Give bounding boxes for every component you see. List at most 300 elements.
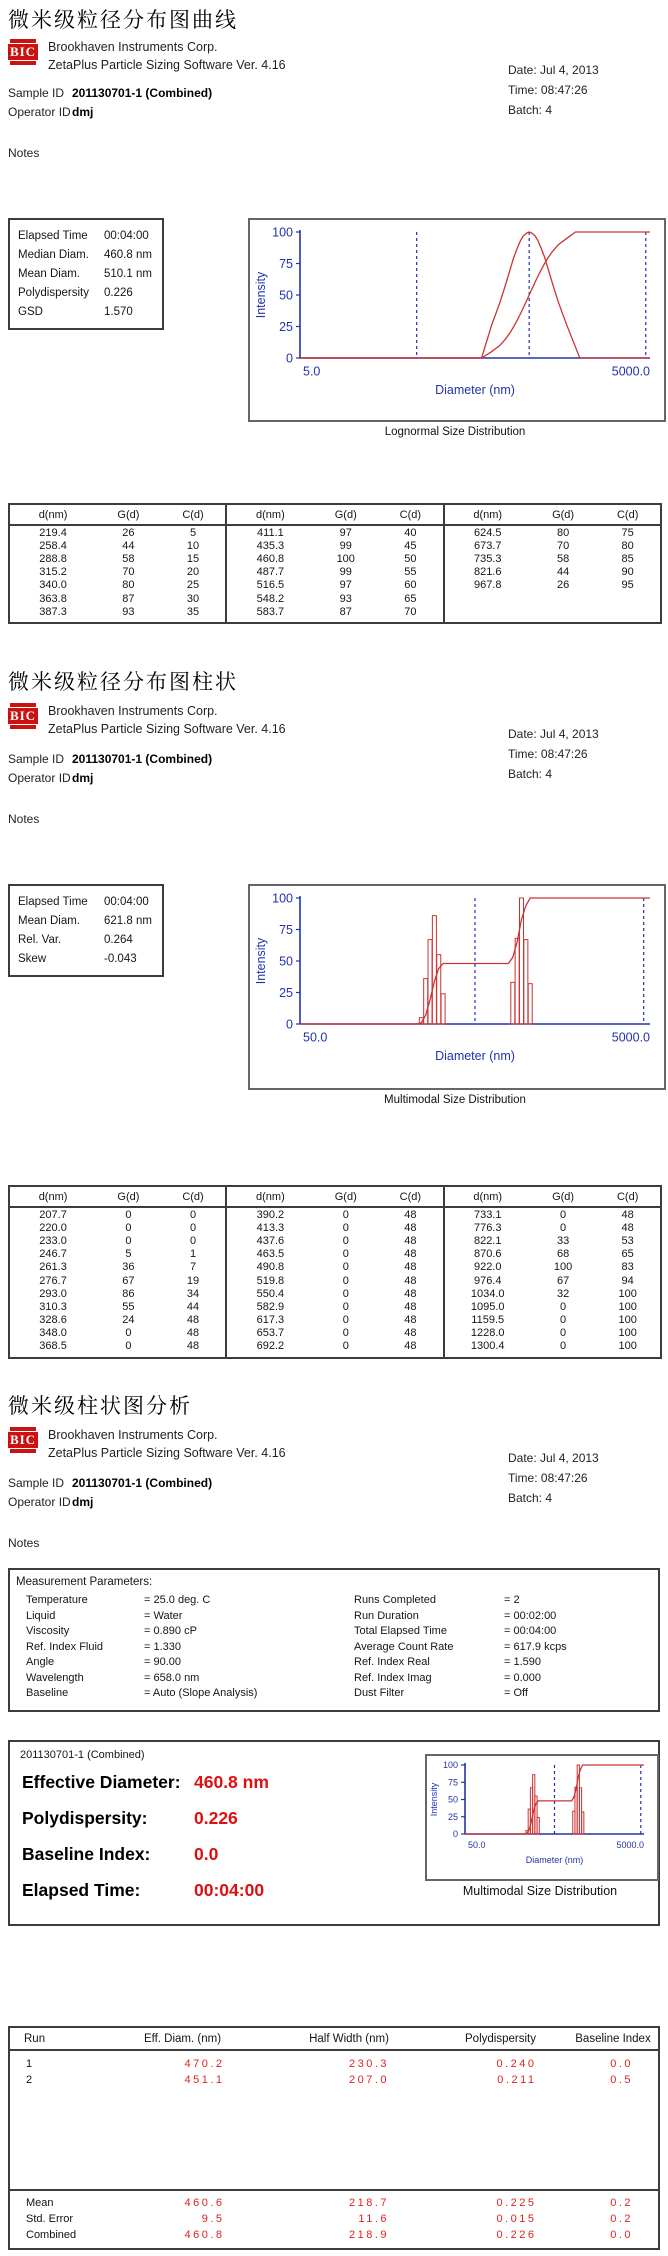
measurement-parameters-rows	[10, 1593, 658, 1702]
table-row	[445, 1287, 660, 1300]
table-cell: 48	[404, 1261, 417, 1274]
table-cell: 80	[621, 539, 634, 552]
table-cell: 100	[618, 1314, 637, 1327]
table-cell: 0	[342, 1208, 349, 1221]
table-row	[10, 1340, 225, 1353]
run-row-value: 460.8	[184, 2229, 225, 2241]
table-cell: 0	[189, 1208, 197, 1221]
operator-id-label: Operator ID	[8, 771, 71, 785]
run-row-value: 0.2	[610, 2213, 633, 2225]
table-cell: 0	[125, 1221, 132, 1234]
table-row	[445, 1314, 660, 1327]
run-row-value: 0.015	[496, 2213, 537, 2225]
column-header: d(nm)	[445, 1188, 531, 1207]
table-cell: 100	[553, 1261, 573, 1274]
stat-value: 460.8 nm	[104, 249, 152, 261]
table-cell: 97	[339, 526, 352, 539]
table-row	[10, 1261, 225, 1274]
table-cell: 44	[186, 1300, 200, 1313]
parameter-value: = 1.330	[144, 1640, 182, 1653]
table-row	[227, 1207, 442, 1221]
stat-row	[10, 246, 162, 265]
lognormal-chart	[250, 220, 660, 416]
table-cell: 58	[556, 552, 570, 565]
table-row	[10, 1221, 225, 1234]
table-cell: 35	[186, 605, 200, 618]
table-row	[227, 1221, 442, 1234]
stat-label: Elapsed Time	[18, 896, 88, 908]
svg-text:50.0: 50.0	[303, 1030, 328, 1045]
run-row-label: Std. Error	[26, 2213, 74, 2225]
stat-value: 0.264	[104, 934, 133, 946]
table-cell: 582.9	[256, 1300, 285, 1313]
table-cell: 48	[404, 1274, 417, 1287]
sample-id-row	[8, 86, 213, 100]
table-column-group	[225, 505, 442, 622]
table-cell: 5	[189, 526, 197, 539]
column-header: d(nm)	[227, 1188, 313, 1207]
parameter-label: Wavelength	[26, 1671, 84, 1684]
table-cell: 363.8	[39, 592, 67, 605]
table-row	[227, 552, 442, 565]
result-row	[22, 1808, 269, 1844]
distribution-table-1	[8, 503, 662, 624]
table-row	[227, 1327, 442, 1340]
parameter-row	[10, 1624, 658, 1640]
run-row-value: 460.6	[184, 2197, 225, 2209]
result-label: Baseline Index:	[22, 1844, 151, 1864]
svg-text:25: 25	[447, 1811, 458, 1822]
svg-text:0: 0	[452, 1829, 458, 1840]
table-cell: 60	[404, 579, 417, 592]
stat-value: 00:04:00	[104, 896, 149, 908]
table-cell: 1034.0	[470, 1287, 505, 1300]
table-cell: 80	[556, 526, 570, 539]
run-table-row	[10, 2056, 658, 2072]
table-cell: 822.1	[473, 1234, 502, 1247]
column-header: d(nm)	[10, 1188, 96, 1207]
table-cell: 1228.0	[470, 1327, 505, 1340]
table-row	[445, 1207, 660, 1221]
sample-id-value: 201130701-1 (Combined)	[72, 752, 213, 766]
table-cell: 48	[404, 1300, 417, 1313]
table-cell: 490.8	[256, 1261, 285, 1274]
svg-text:50.0: 50.0	[468, 1840, 486, 1850]
run-row-value: 0.0	[610, 2229, 633, 2241]
logo-bar	[10, 1449, 36, 1453]
stat-label: Mean Diam.	[18, 268, 80, 280]
result-value: 0.0	[194, 1844, 219, 1864]
table-cell: 207.7	[39, 1208, 67, 1221]
table-cell: 99	[339, 539, 352, 552]
table-cell: 735.3	[473, 552, 502, 565]
stat-label: Rel. Var.	[18, 934, 62, 946]
svg-text:5000.0: 5000.0	[611, 1030, 650, 1045]
table-cell: 30	[186, 592, 200, 605]
table-cell: 100	[618, 1340, 637, 1353]
stat-label: Polydispersity	[18, 287, 89, 299]
table-cell: 85	[621, 552, 634, 565]
table-cell: 48	[404, 1314, 417, 1327]
results-box	[8, 1740, 660, 1926]
run-row-value: 230.3	[348, 2058, 389, 2070]
svg-text:Intensity: Intensity	[429, 1782, 439, 1817]
table-cell: 100	[618, 1300, 637, 1313]
table-cell: 53	[621, 1234, 634, 1247]
table-row	[445, 552, 660, 565]
table-cell: 26	[122, 526, 135, 539]
sample-id-row	[8, 1476, 213, 1490]
table-cell: 967.8	[473, 579, 502, 592]
logo-text: BIC	[9, 1432, 37, 1447]
table-cell: 348.0	[39, 1327, 67, 1340]
column-header: C(d)	[595, 1188, 660, 1207]
sample-id-label: Sample ID	[8, 86, 65, 100]
table-row	[227, 579, 442, 592]
summary-stats-box	[8, 218, 164, 330]
result-row	[22, 1880, 269, 1916]
table-cell: 87	[339, 605, 352, 618]
date-block	[508, 724, 599, 784]
table-cell: 435.3	[256, 539, 285, 552]
table-row	[227, 1248, 442, 1261]
logo-bar	[10, 1427, 36, 1431]
table-cell: 25	[186, 579, 200, 592]
table-row	[445, 1274, 660, 1287]
parameter-value: = 0.890 cP	[144, 1625, 197, 1637]
table-row	[445, 1340, 660, 1353]
multimodal-chart	[250, 886, 660, 1082]
stat-label: Elapsed Time	[18, 230, 88, 242]
table-cell: 1095.0	[470, 1300, 505, 1313]
run-row-label: Combined	[26, 2229, 77, 2241]
sample-id-label: Sample ID	[8, 1476, 65, 1490]
parameter-label: Baseline	[26, 1687, 69, 1699]
table-cell: 624.5	[473, 526, 502, 539]
table-row	[10, 1287, 225, 1300]
table-cell: 246.7	[39, 1248, 67, 1261]
column-header: C(d)	[378, 1188, 443, 1207]
run-table-spacer	[10, 2088, 658, 2189]
table-cell: 90	[621, 566, 634, 579]
table-cell: 0	[342, 1340, 349, 1353]
table-cell: 15	[186, 552, 200, 565]
run-row-value: 0.225	[496, 2197, 537, 2209]
run-table-header	[10, 2028, 658, 2051]
svg-text:100: 100	[272, 891, 293, 906]
table-cell: 0	[189, 1234, 197, 1247]
parameter-row	[10, 1671, 658, 1687]
measurement-parameters-box	[8, 1568, 660, 1712]
svg-text:Diameter (nm): Diameter (nm)	[435, 383, 515, 397]
svg-text:100: 100	[272, 225, 293, 240]
stat-label: Median Diam.	[18, 249, 89, 261]
table-cell: 70	[556, 539, 570, 552]
table-cell: 67	[556, 1274, 570, 1287]
table-cell: 550.4	[256, 1287, 285, 1300]
stat-value: 00:04:00	[104, 230, 149, 242]
table-cell: 583.7	[256, 605, 285, 618]
table-cell: 70	[404, 605, 417, 618]
parameter-row	[10, 1686, 658, 1702]
table-cell: 0	[125, 1234, 132, 1247]
table-row	[10, 1274, 225, 1287]
company-block	[48, 1426, 286, 1462]
parameter-label: Temperature	[26, 1594, 88, 1606]
stat-value: 621.8 nm	[104, 915, 152, 927]
table-cell: 460.8	[256, 552, 285, 565]
svg-text:50: 50	[279, 954, 293, 969]
table-cell: 19	[186, 1274, 200, 1287]
run-row-label: 2	[26, 2074, 33, 2086]
table-cell: 276.7	[39, 1274, 67, 1287]
table-cell: 24	[122, 1314, 135, 1327]
sample-id-value: 201130701-1 (Combined)	[72, 86, 213, 100]
date-block	[508, 60, 599, 120]
table-cell: 733.1	[473, 1208, 502, 1221]
svg-text:50: 50	[279, 288, 293, 303]
run-table-row	[10, 2227, 658, 2243]
table-cell: 387.3	[39, 605, 67, 618]
operator-id-row	[8, 771, 94, 785]
table-cell: 340.0	[39, 579, 67, 592]
parameter-label: Liquid	[26, 1609, 56, 1622]
table-row	[227, 1340, 442, 1353]
svg-text:Diameter (nm): Diameter (nm)	[525, 1855, 584, 1865]
parameter-label: Viscosity	[26, 1625, 70, 1637]
svg-text:75: 75	[447, 1777, 458, 1788]
logo-text: BIC	[9, 44, 37, 59]
date-block	[508, 1448, 599, 1508]
table-cell: 32	[556, 1287, 570, 1300]
table-cell: 44	[556, 566, 570, 579]
software-version: ZetaPlus Particle Sizing Software Ver. 4.16	[48, 58, 286, 72]
table-cell: 40	[404, 526, 417, 539]
table-row	[227, 1300, 442, 1313]
parameter-label: Ref. Index Fluid	[26, 1640, 104, 1653]
svg-text:100: 100	[442, 1760, 458, 1771]
table-cell: 1300.4	[470, 1340, 505, 1353]
stat-row	[10, 227, 162, 246]
table-cell: 1	[189, 1248, 197, 1261]
table-cell: 55	[404, 566, 417, 579]
distribution-table-2	[8, 1185, 662, 1359]
table-cell: 976.4	[473, 1274, 502, 1287]
result-row	[22, 1844, 269, 1880]
table-cell: 93	[339, 592, 352, 605]
table-row	[10, 1300, 225, 1313]
table-cell: 48	[404, 1221, 417, 1234]
parameter-value: = 00:02:00	[504, 1609, 557, 1622]
parameter-value: = 2	[504, 1594, 520, 1606]
table-cell: 97	[339, 579, 352, 592]
results-sample-id: 201130701-1 (Combined)	[20, 1749, 145, 1761]
operator-id-value: dmj	[72, 771, 94, 785]
table-cell: 315.2	[39, 566, 67, 579]
company-name: Brookhaven Instruments Corp.	[48, 704, 218, 718]
table-cell: 55	[122, 1300, 135, 1313]
stat-row	[10, 303, 162, 322]
run-row-value: 218.7	[348, 2197, 389, 2209]
stat-label: Skew	[18, 953, 47, 965]
time-text: Time: 08:47:26	[508, 747, 588, 761]
table-row	[227, 539, 442, 552]
chart1-caption: Lognormal Size Distribution	[384, 426, 526, 438]
operator-id-row	[8, 105, 94, 119]
software-version: ZetaPlus Particle Sizing Software Ver. 4.16	[48, 722, 286, 736]
bic-logo	[8, 702, 38, 730]
svg-text:0: 0	[286, 351, 293, 366]
stat-row	[10, 950, 162, 969]
svg-text:Diameter (nm): Diameter (nm)	[435, 1049, 515, 1063]
table-row	[227, 1234, 442, 1247]
stat-row	[10, 931, 162, 950]
logo-bar	[10, 725, 36, 729]
table-cell: 75	[621, 526, 634, 539]
table-cell: 48	[404, 1248, 417, 1261]
table-row	[227, 605, 442, 618]
column-header: G(d)	[313, 506, 378, 525]
column-header: G(d)	[313, 1188, 378, 1207]
batch-text: Batch: 4	[508, 767, 553, 781]
table-cell: 48	[186, 1314, 200, 1327]
table-row	[445, 1327, 660, 1340]
table-cell: 368.5	[39, 1340, 67, 1353]
table-cell: 0	[342, 1287, 349, 1300]
table-cell: 548.2	[256, 592, 285, 605]
result-label: Polydispersity:	[22, 1808, 148, 1828]
parameter-value: = 90.00	[144, 1656, 182, 1668]
run-row-label: 1	[26, 2058, 33, 2070]
table-row	[445, 1300, 660, 1313]
table-row	[10, 592, 225, 605]
column-header: G(d)	[96, 506, 161, 525]
table-cell: 95	[621, 579, 634, 592]
table-cell: 0	[560, 1340, 567, 1353]
svg-text:75: 75	[279, 922, 293, 937]
run-row-value: 470.2	[184, 2058, 225, 2070]
column-header: C(d)	[161, 506, 226, 525]
run-row-value: 0.0	[610, 2058, 633, 2070]
table-cell: 0	[560, 1314, 567, 1327]
table-cell: 58	[122, 552, 135, 565]
table-cell: 70	[122, 566, 135, 579]
run-column-header: Half Width (nm)	[309, 2033, 389, 2045]
parameter-value: = 0.000	[504, 1671, 542, 1684]
table-row	[10, 605, 225, 618]
table-cell: 48	[186, 1340, 200, 1353]
table-cell: 48	[404, 1327, 417, 1340]
table-row	[227, 1274, 442, 1287]
column-header: C(d)	[378, 506, 443, 525]
parameter-label: Runs Completed	[354, 1594, 436, 1606]
notes-label: Notes	[8, 1536, 40, 1550]
table-cell: 45	[404, 539, 417, 552]
svg-text:5000.0: 5000.0	[616, 1840, 644, 1850]
run-table-rows	[10, 2056, 658, 2088]
table-cell: 87	[122, 592, 135, 605]
batch-text: Batch: 4	[508, 103, 553, 117]
table-cell: 411.1	[257, 526, 284, 539]
table-cell: 83	[621, 1261, 634, 1274]
run-table-row	[10, 2211, 658, 2227]
table-cell: 328.6	[39, 1314, 67, 1327]
company-block	[48, 702, 286, 738]
notes-label: Notes	[8, 812, 40, 826]
operator-id-label: Operator ID	[8, 1495, 71, 1509]
svg-text:5.0: 5.0	[303, 364, 321, 379]
column-header: d(nm)	[445, 506, 531, 525]
table-row	[227, 525, 442, 539]
table-cell: 65	[621, 1248, 634, 1261]
table-row	[227, 592, 442, 605]
table-cell: 776.3	[473, 1221, 502, 1234]
table-cell: 870.6	[473, 1248, 502, 1261]
column-header: d(nm)	[10, 506, 96, 525]
software-version: ZetaPlus Particle Sizing Software Ver. 4.16	[48, 1446, 286, 1460]
results-rows	[22, 1772, 269, 1916]
table-cell: 0	[342, 1300, 349, 1313]
table-cell: 48	[404, 1340, 417, 1353]
run-row-value: 9.5	[201, 2213, 225, 2225]
operator-id-row	[8, 1495, 94, 1509]
result-label: Effective Diameter:	[22, 1772, 181, 1792]
table-row	[227, 1287, 442, 1300]
table-cell: 673.7	[473, 539, 502, 552]
table-row	[10, 1314, 225, 1327]
svg-text:25: 25	[279, 985, 293, 1000]
stat-value: 0.226	[104, 287, 133, 299]
parameter-value: = 1.590	[504, 1656, 542, 1668]
table-row	[10, 525, 225, 539]
parameter-value: = Off	[504, 1687, 528, 1699]
section1-title: 微米级粒径分布图曲线	[8, 9, 238, 32]
result-label: Elapsed Time:	[22, 1880, 141, 1900]
parameter-row	[10, 1640, 658, 1656]
parameter-label: Angle	[26, 1656, 55, 1668]
table-cell: 0	[560, 1208, 567, 1221]
parameter-value: = 617.9 kcps	[504, 1640, 567, 1653]
result-value: 00:04:00	[194, 1880, 265, 1900]
chart2-caption: Multimodal Size Distribution	[384, 1094, 526, 1106]
bic-logo	[8, 38, 38, 66]
run-table-summary	[10, 2189, 658, 2248]
table-cell: 86	[122, 1287, 135, 1300]
parameter-value: = 658.0 nm	[144, 1671, 200, 1684]
table-row	[227, 566, 442, 579]
table-cell: 100	[336, 552, 355, 565]
table-cell: 821.6	[473, 566, 502, 579]
column-header: G(d)	[96, 1188, 161, 1207]
table-cell: 0	[560, 1300, 567, 1313]
table-cell: 653.7	[256, 1327, 285, 1340]
stat-value: 1.570	[104, 306, 133, 318]
table-row	[10, 1248, 225, 1261]
parameter-row	[10, 1593, 658, 1609]
parameter-value: = Water	[144, 1609, 183, 1622]
run-row-value: 0.5	[610, 2074, 633, 2086]
parameter-row	[10, 1609, 658, 1625]
result-row	[22, 1772, 269, 1808]
sample-id-row	[8, 752, 213, 766]
date-text: Date: Jul 4, 2013	[508, 727, 599, 741]
run-column-header: Baseline Index	[575, 2033, 651, 2045]
parameter-label: Ref. Index Imag	[354, 1671, 432, 1684]
table-column-group	[443, 1187, 660, 1357]
measurement-parameters-title: Measurement Parameters:	[16, 1576, 153, 1588]
table-row	[445, 566, 660, 579]
stat-label: GSD	[18, 306, 43, 318]
